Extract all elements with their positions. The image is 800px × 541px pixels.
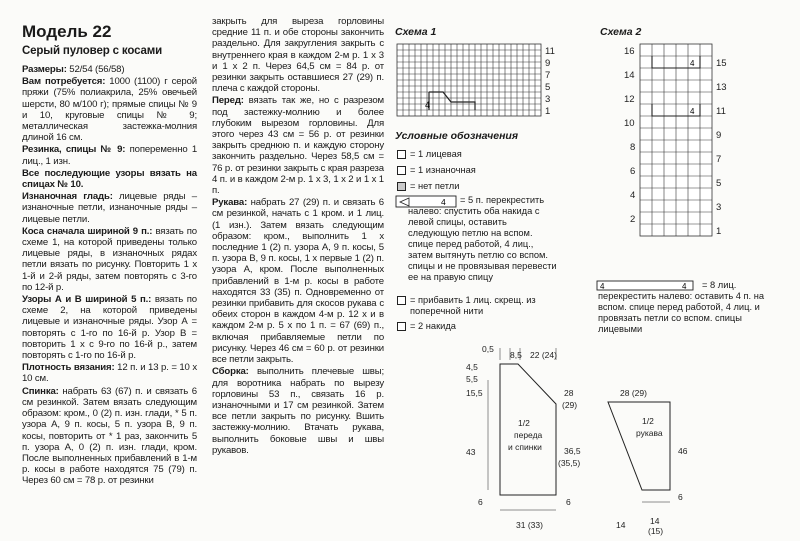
schema1-row-label: 1 <box>545 106 551 117</box>
rib-paragraph: Резинка, спицы № 9: попеременно 1 лиц., 1 изн. <box>22 144 198 167</box>
column-left <box>22 22 197 488</box>
column-middle <box>212 16 384 457</box>
schema1-grid <box>395 40 570 122</box>
schema2-row-right: 15 <box>716 58 727 69</box>
schema2-row-left: 10 <box>624 118 635 129</box>
back-paragraph: Спинка: набрать 63 (67) п. и связать 6 см резинкой. Затем вязать следующим образом: кром., 0 (2) п. изн. глади, * 5 п. узора А, 9 п. косы, 5 п. узора В, 9 п. косы, повторить от * 1 раз, закончить 5 п. узора А, 0 (2) п. изн. глади, кром. После выполненных прибавлений в 1-м р. косы в работе находятся 75 (79) п. Через 60 см = 78 р. от резинки <box>22 385 197 487</box>
no-stitch-symbol-icon <box>397 182 406 191</box>
dim-label: 28 <box>564 388 574 398</box>
schema2-row-left: 2 <box>630 214 636 225</box>
schema1-row-label: 7 <box>545 70 551 81</box>
schema1-row-label: 9 <box>545 58 551 69</box>
dim-label: 15,5 <box>466 388 483 398</box>
legend-cross5: = 5 п. перекрестить налево: спустить оба накида с левой спицы, оставить следующую петлю на вспом. спице перед работой, 4 лиц., затем вытянуть петлю со вспом. спицы и не провязывая перевести ее на правую спицу <box>408 195 557 282</box>
page-subtitle: Серый пуловер с косами <box>22 45 162 57</box>
schema2-row-left: 6 <box>630 166 636 177</box>
dim-label: 14 <box>616 520 626 530</box>
schema2-row-left: 4 <box>630 190 636 201</box>
schema2-row-right: 9 <box>716 130 722 141</box>
dim-label: 4,5 <box>466 362 478 372</box>
schema1-title: Схема 1 <box>395 26 437 38</box>
legend-double-yo: = 2 накида <box>410 321 456 331</box>
dim-label: 8,5 <box>510 350 522 360</box>
body-label: 1/2 <box>518 418 530 428</box>
dim-label: 6 <box>678 492 683 502</box>
increase-symbol-icon <box>397 296 406 305</box>
dim-label: 43 <box>466 447 476 457</box>
dim-label: 6 <box>478 497 483 507</box>
schema2-title: Схема 2 <box>600 26 642 38</box>
sleeves-paragraph: Рукава: набрать 27 (29) п. и связать 6 см резинкой, начать с 1 кром. и 1 лиц. (1 изн.). Затем вязать следующим образом: кром., выполнить 1 х последние 1 (2) п. узора А, 9 п. косы, 5 п. узора В, 9 п. косы, 1 х первые 1 (2) п. узора А, кром. После выполненных прибавлений в 1-м р. косы в работе находятся 33 (35) п. Одновременно от резинки прибавить для скосов рукава с обеих сторон в каждом 4-м р. 12 х и в каждом 2-м р. 5 х по 1 п. = 67 (69) п., включая прибавляемые петли по рисунку. Через 46 см = 60 р. от резинки все петли закрыть. <box>212 197 384 366</box>
dim-label: 5,5 <box>466 374 478 384</box>
reverse-stitch-paragraph: Изнаночная гладь: лицевые ряды – изнаночные петли, изнаночные ряды – лицевые петли. <box>22 191 197 225</box>
svg-text:4: 4 <box>441 197 446 207</box>
purl-symbol-icon <box>397 166 406 175</box>
schema2-row-left: 12 <box>624 94 635 105</box>
materials-paragraph: Вам потребуется: 1000 (1100) г серой пряжи (75% полиакрила, 25% овечьей шерсти, 80 м/100 г); прямые спицы № 9 и 10, круговые спицы № 9; металлическая застежка-молния длиной 16 см. <box>22 76 197 144</box>
dim-label: 14 <box>650 516 660 526</box>
body-label: переда <box>514 430 543 440</box>
schema2-row-left: 16 <box>624 46 635 57</box>
schema2-row-right: 1 <box>716 226 722 237</box>
schema1-row-label: 11 <box>545 46 555 57</box>
density-paragraph: Плотность вязания: 12 п. и 13 р. = 10 х 10 см. <box>22 362 197 385</box>
sleeve-label: рукава <box>636 428 663 438</box>
needles-note: Все последующие узоры вязать на спицах № 10. <box>22 167 197 191</box>
knit-symbol-icon <box>397 150 406 159</box>
schema2-row-right: 3 <box>716 202 722 213</box>
schema1-row-label: 5 <box>545 82 551 93</box>
sleeve-outline <box>608 402 670 490</box>
dim-label: 22 (24) <box>530 350 557 360</box>
schema2-row-left: 8 <box>630 142 636 153</box>
sleeve-label: 1/2 <box>642 416 654 426</box>
svg-text:4: 4 <box>682 282 687 291</box>
front-paragraph: Перед: вязать так же, но с разрезом под застежку-молнию и более глубоким вырезом горловины. Для этого через 43 см = 56 р. от резинки закрыть среднюю п. и каждую сторону закончить раздельно. Через 58,5 см = 76 р. от резинки закрыть с края разреза 4 п. и в каждом 2-м р. 1 х 3, 1 х 2 и 1 х 1 п. <box>212 95 384 197</box>
body-label: и спинки <box>508 442 542 452</box>
dim-label: (35,5) <box>558 458 581 468</box>
dim-label: 36,5 <box>564 446 581 456</box>
legend-title: Условные обозначения <box>395 130 519 142</box>
schema2-row-right: 11 <box>716 106 726 117</box>
sleeve-pattern <box>600 380 710 540</box>
legend-cross8: = 8 лиц. перекрестить налево: оставить 4 п. на вспом. спице перед работой, 4 лиц. и провязать петли со вспом. спицы лицевыми <box>598 280 765 334</box>
sizes-paragraph: Размеры: 52/54 (56/58) <box>22 64 125 75</box>
dim-label: (29) <box>562 400 578 410</box>
schema1-count: 4 <box>425 100 431 110</box>
svg-text:4: 4 <box>600 282 605 291</box>
schema2-row-right: 13 <box>716 82 727 93</box>
assembly-paragraph: Сборка: выполнить плечевые швы; для воротника набрать по вырезу горловины 53 п., связать 16 р. изнаночными и 17 см резинкой. Затем все петли закрыть по рисунку. Вшить застежку-молнию. Втачать рукава, выполнить боковые швы и швы рукавов. <box>212 366 384 456</box>
schema2-row-right: 5 <box>716 178 722 189</box>
schema2-row-left: 14 <box>624 70 635 81</box>
dim-label: 46 <box>678 446 688 456</box>
dim-label: 6 <box>566 497 571 507</box>
dim-label: 0,5 <box>482 344 494 354</box>
body-pattern <box>460 340 620 540</box>
dim-label: 31 (33) <box>516 520 543 530</box>
schema2-count: 4 <box>690 107 695 116</box>
schema1-row-label: 3 <box>545 94 551 105</box>
legend-knit: = 1 лицевая <box>410 149 462 159</box>
legend-increase: = прибавить 1 лиц. скрещ. из поперечной нити <box>410 295 536 316</box>
schema2-grid <box>610 40 740 245</box>
patterns-ab-paragraph: Узоры А и В шириной 5 п.: вязать по схеме 2, на которой приведены лицевые и изнаночные ряды. Узор А = повторять с 1-го по 16-й р. Узор В = повторить 1 х с 9-го по 16-й р., затем повторять с 1-го по 16-й р. <box>22 294 197 362</box>
schema2-count: 4 <box>690 59 695 68</box>
dim-label: (15) <box>648 526 664 536</box>
legend-purl: = 1 изнаночная <box>410 165 476 175</box>
back-continued: закрыть для выреза горловины средние 11 п. и обе стороны закончить раздельно. Для закругления закрыть с внутреннего края в каждом 2-м р. 1 х 3 и 1 х 2 п. Через 64,5 см = 84 р. от резинки закрыть оставшиеся 27 (29) п. плеча с каждой стороны. <box>212 16 384 95</box>
dim-label: 28 (29) <box>620 388 647 398</box>
schema2-row-right: 7 <box>716 154 722 165</box>
double-yo-symbol-icon <box>397 322 406 331</box>
page-title: Модель 22 <box>22 22 112 41</box>
cable-paragraph: Коса сначала шириной 9 п.: вязать по схеме 1, на которой приведены только лицевые ряды, в изнаночных рядах петли вязать по рисунку. Повторить 1 х 1-й и 2-й ряды, затем повторять с 3-го по 12-й р. <box>22 225 197 293</box>
legend-no-stitch: = нет петли <box>410 181 460 191</box>
